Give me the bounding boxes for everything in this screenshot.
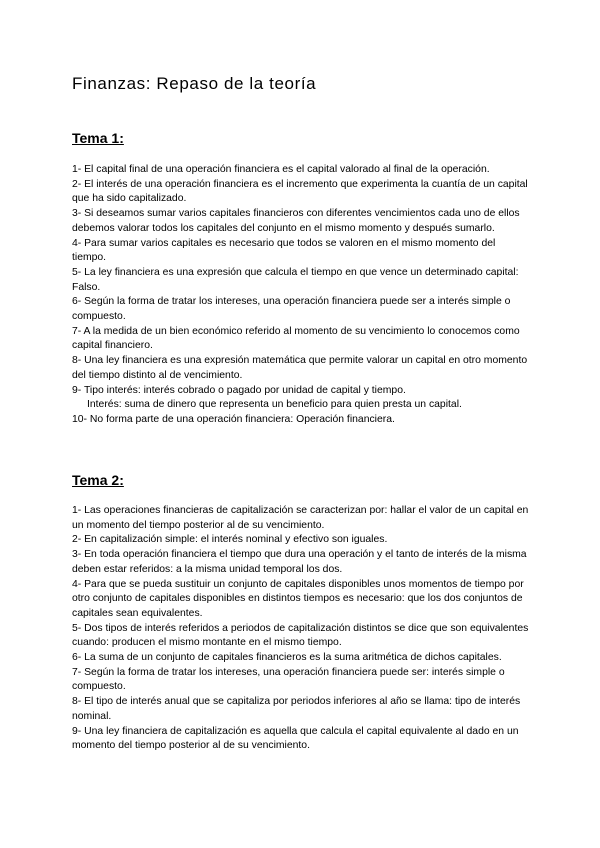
- list-item: 5- La ley financiera es una expresión que calcula el tiempo en que vence un determinado capital: Falso.: [72, 266, 519, 293]
- section-heading-tema-1: Tema 1:: [72, 130, 124, 146]
- list-item: 6- Según la forma de tratar los intereses, una operación financiera puede ser a interés simple o compuesto.: [72, 296, 511, 323]
- list-item: 7- Según la forma de tratar los intereses, una operación financiera puede ser: interés simple o compuesto.: [72, 666, 505, 693]
- list-item: 1- Las operaciones financieras de capitalización se caracterizan por: hallar el valor de un capital en un momento del tiempo posterior al de su vencimiento.: [72, 505, 529, 531]
- list-item: 6- La suma de un conjunto de capitales financieros es la suma aritmética de dichos capitales.: [72, 652, 502, 664]
- list-item: 8- Una ley financiera es una expresión matemática que permite valorar un capital en otro momento del tiempo distinto al de vencimiento.: [72, 355, 528, 381]
- list-item: 4- Para sumar varios capitales es necesario que todos se valoren en el mismo momento del tiempo.: [72, 237, 496, 264]
- list-item: 10- No forma parte de una operación financiera: Operación financiera.: [72, 413, 395, 425]
- list-item: 2- El interés de una operación financiera es el incremento que experimenta la cuantía de un capital que ha sido capitalizado.: [72, 178, 528, 205]
- list-item: 9- Tipo interés: interés cobrado o pagado por unidad de capital y tiempo.: [72, 384, 406, 396]
- list-item: 4- Para que se pueda sustituir un conjunto de capitales disponibles unos momentos de tiempo por otro conjunto de capitales disponibles en distintos tiempos es necesario: que los dos conjuntos de capitales sean equivalentes.: [72, 578, 524, 619]
- list-item: 8- El tipo de interés anual que se capitaliza por periodos inferiores al año se llama: tipo de interés nominal.: [72, 696, 521, 722]
- section-heading-tema-2: Tema 2:: [72, 472, 124, 488]
- tema-1-list: [72, 163, 532, 428]
- list-item: 5- Dos tipos de interés referidos a periodos de capitalización distintos se dice que son equivalentes cuando: producen el mismo montante en el mismo tiempo.: [72, 622, 529, 649]
- list-item: 1- El capital final de una operación financiera es el capital valorado al final de la operación.: [72, 164, 490, 175]
- list-item: 3- En toda operación financiera el tiempo que dura una operación y el tanto de interés de la misma deben estar referidos: a la misma unidad temporal los dos.: [72, 549, 527, 575]
- document-title: Finanzas: Repaso de la teoría: [72, 74, 317, 93]
- list-item: 2- En capitalización simple: el interés nominal y efectivo son iguales.: [72, 534, 388, 546]
- list-item: 9- Una ley financiera de capitalización es aquella que calcula el capital equivalente al dado en un momento del tiempo posterior al de su vencimiento.: [72, 725, 519, 752]
- list-item: 3- Si deseamos sumar varios capitales financieros con diferentes vencimientos cada uno de ellos debemos valorar todos los capitales del conjunto en el mismo momento y después sumarlo.: [72, 208, 520, 234]
- list-item: Interés: suma de dinero que representa un beneficio para quien presta un capital.: [87, 399, 462, 411]
- list-item: 7- A la medida de un bien económico referido al momento de su vencimiento lo conocemos como capital financiero.: [72, 325, 520, 352]
- tema-2-list: [72, 504, 532, 754]
